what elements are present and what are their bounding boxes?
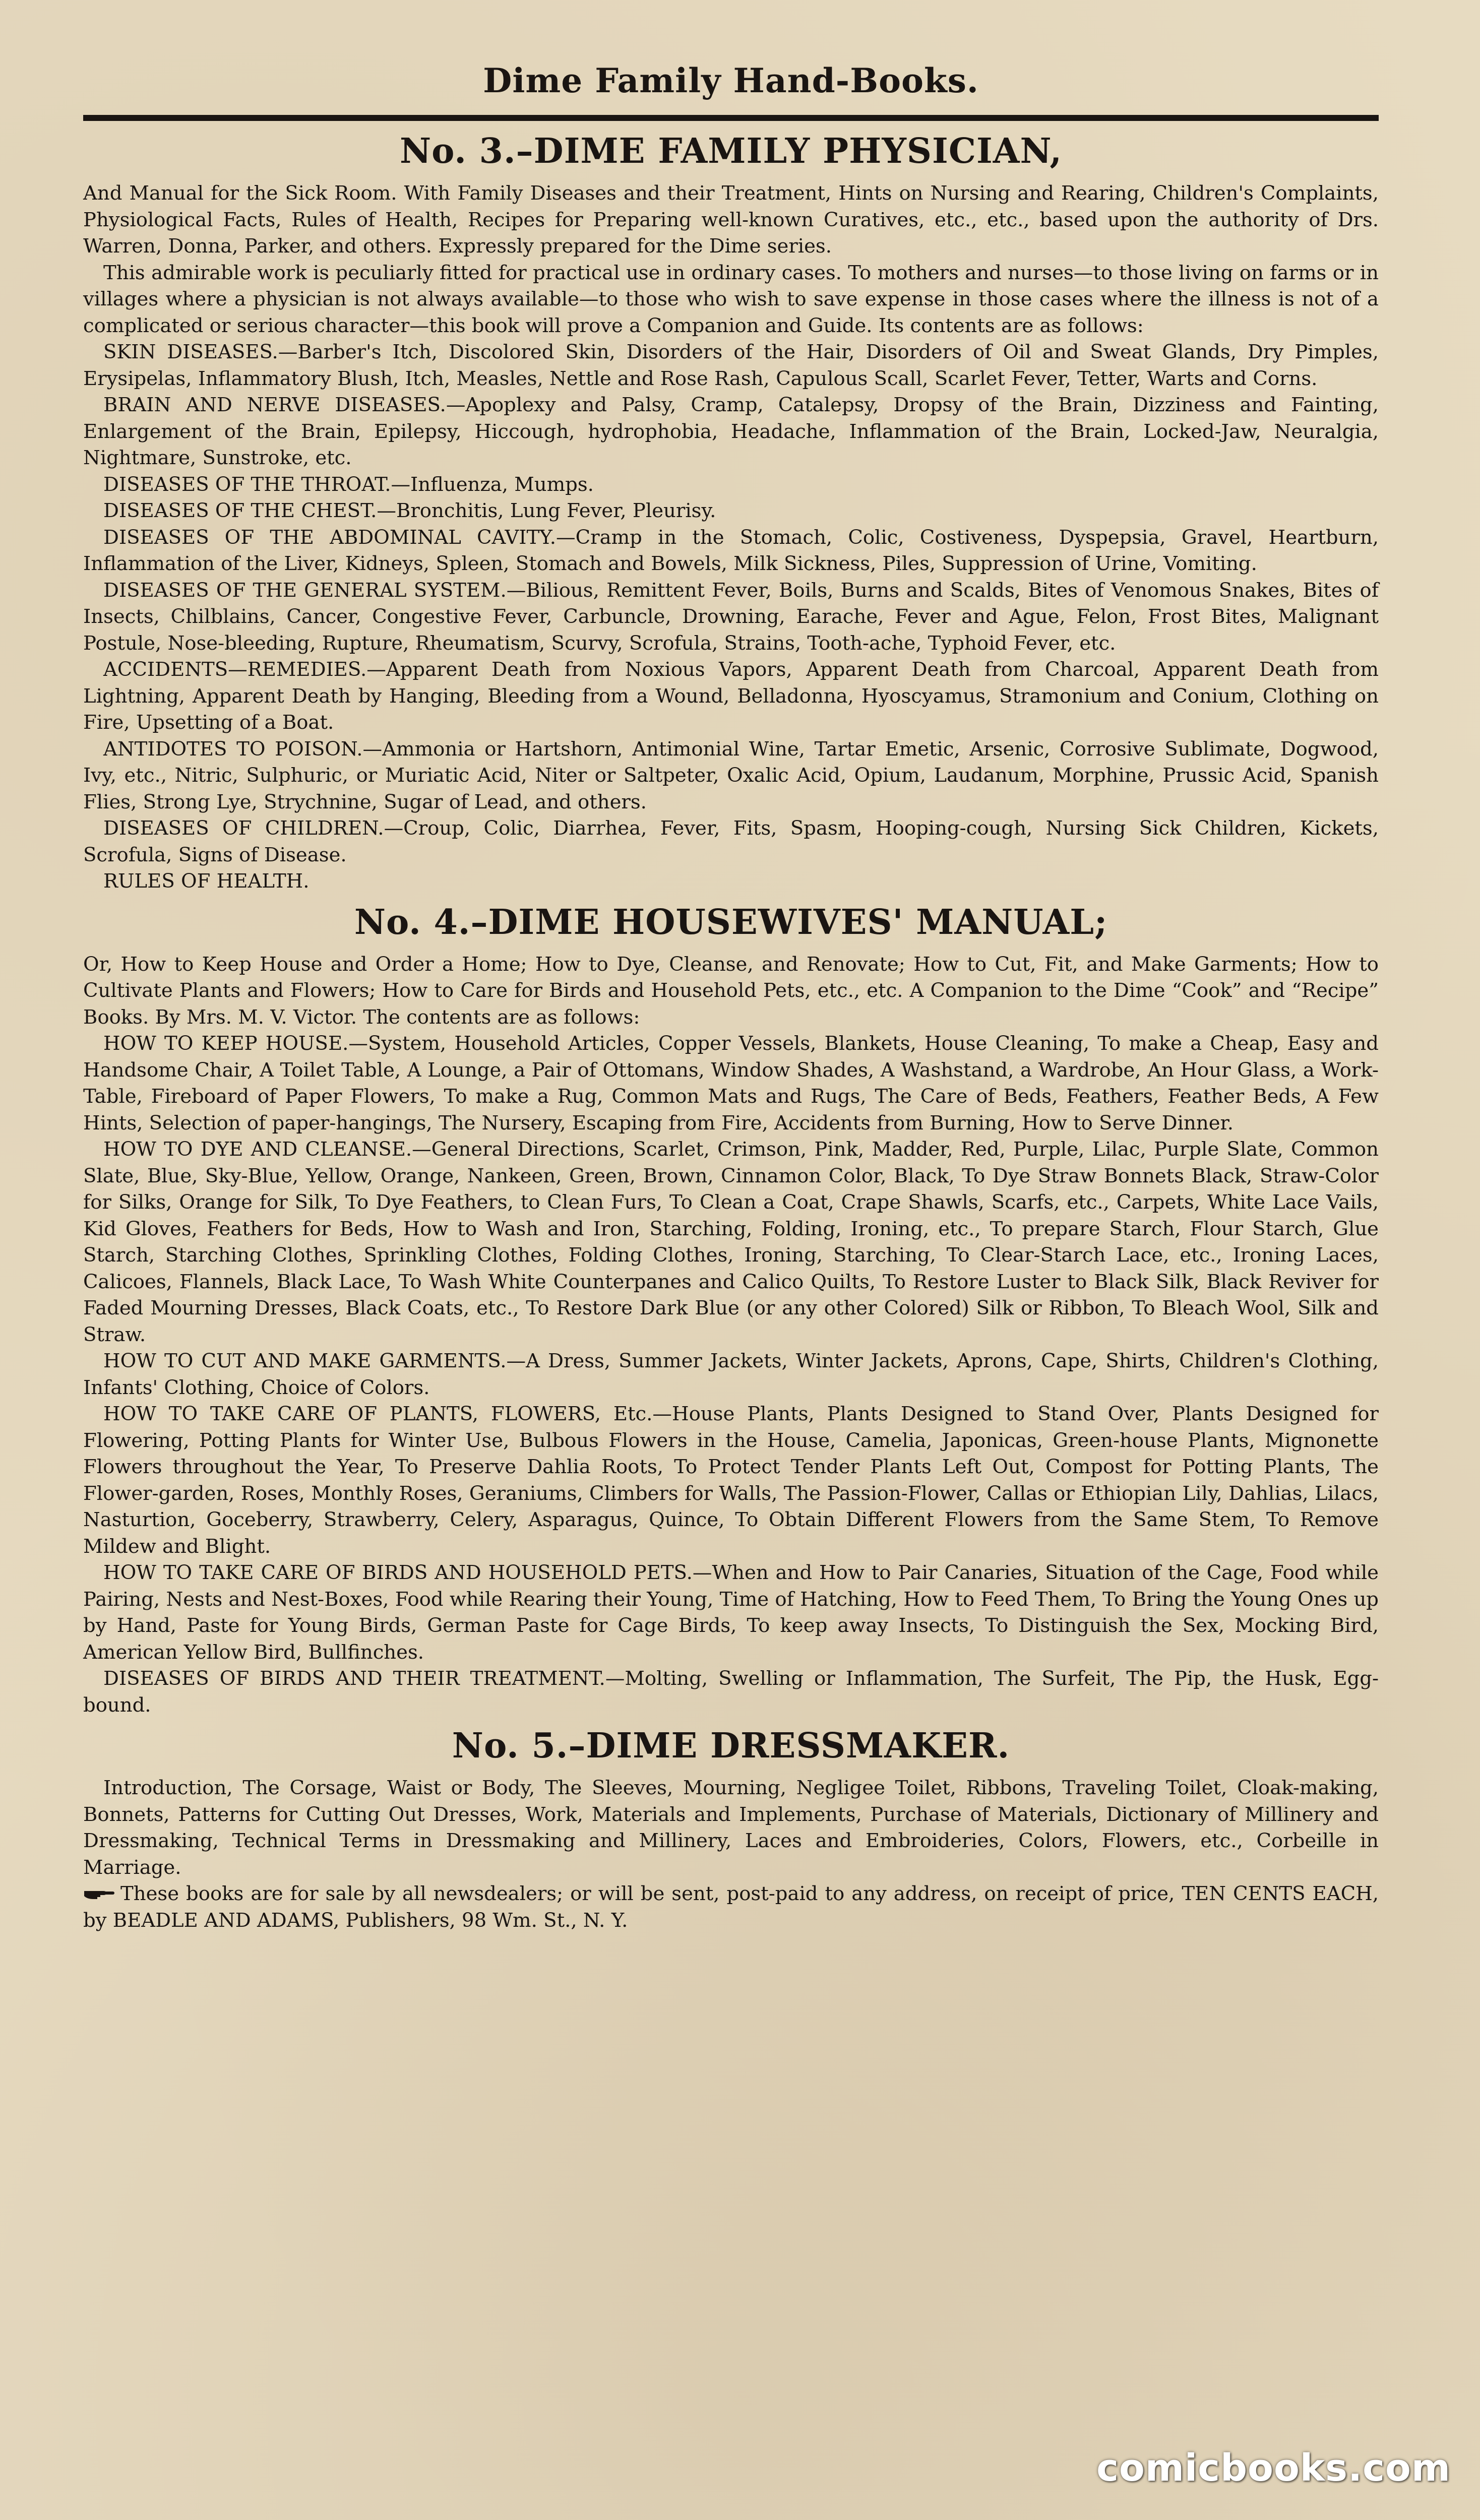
section-title-dressmaker: No. 5.–DIME DRESSMAKER. [452,1726,1010,1766]
rules-of-health: RULES OF HEALTH. [103,870,310,893]
pointing-hand-icon [83,1883,115,1900]
publisher-notice [83,1881,1379,1934]
section-dressmaker [83,1721,1379,1934]
brain-nerve-diseases: BRAIN AND NERVE DISEASES.—Apoplexy and Palsy, Cramp, Catalepsy, Dropsy of the Brain, Dizziness and Fainting, Enlargement of the Brain, Epilepsy, Hiccough, hydrophobia, Headache, Inflammation of the Brain, Locked-Jaw, Neuralgia, Nightmare, Sunstroke, etc. [83,394,1379,469]
page-content [83,55,1379,1934]
accidents-remedies: ACCIDENTS—REMEDIES.—Apparent Death from Noxious Vapors, Apparent Death from Charcoal, Apparent Death from Lightning, Apparent Death by Hanging, Bleeding from a Wound, Belladonna, Hyoscyamus, Stramonium and Conium, Clothing on Fire, Upsetting of a Boat. [83,658,1379,734]
header-rule [83,115,1379,121]
page-header: Dime Family Hand-Books. [483,61,979,100]
chest-diseases: DISEASES OF THE CHEST.—Bronchitis, Lung Fever, Pleurisy. [103,499,716,522]
dressmaker-intro: Introduction, The Corsage, Waist or Body, The Sleeves, Mourning, Negligee Toilet, Ribbons, Traveling Toilet, Cloak-making, Bonnets, Patterns for Cutting Out Dresses, Work, Materials and Implements, Purchase of Materials, Dictionary of Millinery and Dressmaking, Technical Terms in Dressmaking and Millinery, Laces and Embroideries, Colors, Flowers, etc., Corbeille in Marriage. [83,1777,1379,1879]
children-diseases: DISEASES OF CHILDREN.—Croup, Colic, Diarrhea, Fever, Fits, Spasm, Hooping-cough, Nursing Sick Children, Kickets, Scrofula, Signs of Disease. [83,817,1379,866]
section-title-family-physician: No. 3.–DIME FAMILY PHYSICIAN, [399,131,1063,171]
throat-diseases: DISEASES OF THE THROAT.—Influenza, Mumps. [103,473,594,496]
abdominal-diseases: DISEASES OF THE ABDOMINAL CAVITY.—Cramp in the Stomach, Colic, Costiveness, Dyspepsia, Gravel, Heartburn, Inflammation of the Liver, Kidneys, Spleen, Stomach and Bowels, Milk Sickness, Piles, Suppression of Urine, Vomiting. [83,526,1379,575]
physician-admirable: This admirable work is peculiarly fitted for practical use in ordinary cases. To mothers and nurses—to those living on farms or in villages where a physician is not always available—to those who wish to save expense in those cases where the illness is not of a complicated or serious character—this book will prove a Companion and Guide. Its contents are as follows: [83,261,1379,337]
skin-diseases: SKIN DISEASES.—Barber's Itch, Discolored Skin, Disorders of the Hair, Disorders of Oil and Sweat Glands, Dry Pimples, Erysipelas, Inflammatory Blush, Itch, Measles, Nettle and Rose Rash, Capulous Scall, Scarlet Fever, Tetter, Warts and Corns. [83,341,1379,390]
section-title-housewives-manual: No. 4.–DIME HOUSEWIVES' MANUAL; [354,902,1108,942]
publisher-notice-text: These books are for sale by all newsdealers; or will be sent, post-paid to any address, on receipt of price, TEN CENTS EACH, by BEADLE AND ADAMS, Publishers, 98 Wm. St., N. Y. [83,1882,1379,1932]
site-watermark: comicbooks.com [1096,2446,1451,2490]
housewives-intro: Or, How to Keep House and Order a Home; How to Dye, Cleanse, and Renovate; How to Cut, Fit, and Make Garments; How to Cultivate Plants and Flowers; How to Care for Birds and Household Pets, etc., etc. A Companion to the Dime “Cook” and “Recipe” Books. By Mrs. M. V. Victor. The contents are as follows: [83,953,1379,1029]
section-family-physician [83,126,1379,895]
bird-diseases: DISEASES OF BIRDS AND THEIR TREATMENT.—Molting, Swelling or Inflammation, The Surfeit, The Pip, the Husk, Egg-bound. [83,1667,1379,1717]
plants-flowers: HOW TO TAKE CARE OF PLANTS, FLOWERS, Etc.—House Plants, Plants Designed to Stand Over, Plants Designed for Flowering, Potting Plants for Winter Use, Bulbous Flowers in the House, Camelia, Japonicas, Green-house Plants, Mignonette Flowers throughout the Year, To Preserve Dahlia Roots, To Protect Tender Plants Left Out, Compost for Potting Plants, The Flower-garden, Roses, Monthly Roses, Geraniums, Climbers for Walls, The Passion-Flower, Callas or Ethiopian Lily, Dahlias, Lilacs, Nasturtion, Goceberry, Strawberry, Celery, Asparagus, Quince, To Obtain Different Flowers from the Same Stem, To Remove Mildew and Blight. [83,1403,1379,1558]
antidotes-to-poison: ANTIDOTES TO POISON.—Ammonia or Hartshorn, Antimonial Wine, Tartar Emetic, Arsenic, Corrosive Sublimate, Dogwood, Ivy, etc., Nitric, Sulphuric, or Muriatic Acid, Niter or Saltpeter, Oxalic Acid, Opium, Laudanum, Morphine, Prussic Acid, Spanish Flies, Strong Lye, Strychnine, Sugar of Lead, and others. [83,737,1379,813]
section-housewives-manual [83,897,1379,1719]
physician-intro: And Manual for the Sick Room. With Family Diseases and their Treatment, Hints on Nursing and Rearing, Children's Complaints, Physiological Facts, Rules of Health, Recipes for Preparing well-known Curatives, etc., etc., based upon the authority of Drs. Warren, Donna, Parker, and others. Expressly prepared for the Dime series. [83,182,1379,258]
birds-pets: HOW TO TAKE CARE OF BIRDS AND HOUSEHOLD PETS.—When and How to Pair Canaries, Situation of the Cage, Food while Pairing, Nests and Nest-Boxes, Food while Rearing their Young, Time of Hatching, How to Feed Them, To Bring the Young Ones up by Hand, Paste for Young Birds, German Paste for Cage Birds, To keep away Insects, To Distinguish the Sex, Mocking Bird, American Yellow Bird, Bullfinches. [83,1561,1379,1664]
dye-cleanse: HOW TO DYE AND CLEANSE.—General Directions, Scarlet, Crimson, Pink, Madder, Red, Purple, Lilac, Purple Slate, Common Slate, Blue, Sky-Blue, Yellow, Orange, Nankeen, Green, Brown, Cinnamon Color, Black, To Dye Straw Bonnets Black, Straw-Color for Silks, Orange for Silk, To Dye Feathers, to Clean Furs, To Clean a Coat, Crape Shawls, Scarfs, etc., Carpets, White Lace Vails, Kid Gloves, Feathers for Beds, How to Wash and Iron, Starching, Folding, Ironing, etc., To prepare Starch, Flour Starch, Glue Starch, Starching Clothes, Sprinkling Clothes, Folding Clothes, Ironing, Starching, To Clear-Starch Lace, etc., Ironing Laces, Calicoes, Flannels, Black Lace, To Wash White Counterpanes and Calico Quilts, To Restore Luster to Black Silk, Black Reviver for Faded Mourning Dresses, Black Coats, etc., To Restore Dark Blue (or any other Colored) Silk or Ribbon, To Bleach Wool, Silk and Straw. [83,1138,1379,1346]
keep-house: HOW TO KEEP HOUSE.—System, Household Articles, Copper Vessels, Blankets, House Cleaning, To make a Cheap, Easy and Handsome Chair, A Toilet Table, A Lounge, a Pair of Ottomans, Window Shades, A Washstand, a Wardrobe, An Hour Glass, a Work-Table, Fireboard of Paper Flowers, To make a Rug, Common Mats and Rugs, The Care of Beds, Feathers, Feather Beds, A Few Hints, Selection of paper-hangings, The Nursery, Escaping from Fire, Accidents from Burning, How to Serve Dinner. [83,1032,1379,1135]
general-system-diseases: DISEASES OF THE GENERAL SYSTEM.—Bilious, Remittent Fever, Boils, Burns and Scalds, Bites of Venomous Snakes, Bites of Insects, Chilblains, Cancer, Congestive Fever, Carbuncle, Drowning, Earache, Fever and Ague, Felon, Frost Bites, Malignant Postule, Nose-bleeding, Rupture, Rheumatism, Scurvy, Scrofula, Strains, Tooth-ache, Typhoid Fever, etc. [83,579,1379,655]
cut-make-garments: HOW TO CUT AND MAKE GARMENTS.—A Dress, Summer Jackets, Winter Jackets, Aprons, Cape, Shirts, Children's Clothing, Infants' Clothing, Choice of Colors. [83,1350,1379,1399]
